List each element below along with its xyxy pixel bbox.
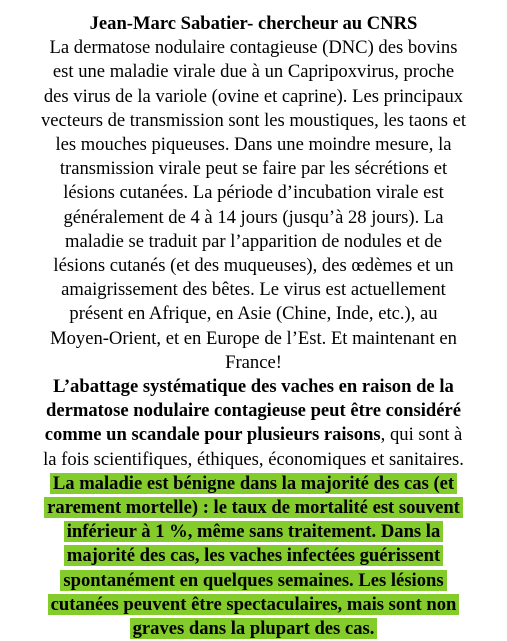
intro-paragraph [6, 36, 501, 375]
highlighted-line: inférieur à 1 %, même sans traitement. Dans la [64, 521, 444, 542]
article [6, 12, 501, 641]
text-line: la fois scientifiques, éthiques, économiques et sanitaires. [43, 448, 464, 470]
text-line: transmission virale peut se faire par les sécrétions et [59, 158, 448, 180]
text-line: lésions cutanés (et des muqueuses), des œdèmes et un [53, 255, 454, 277]
text-line: des virus de la variole (ovine et caprine). Les principaux [43, 85, 464, 107]
highlighted-line: cutanées peuvent être spectaculaires, mais sont non [48, 594, 460, 615]
text-line: vecteurs de transmission sont les moustiques, les taons et [40, 109, 466, 131]
text-line: lésions cutanées. La période d’incubation virale est [63, 182, 444, 204]
article-title: Jean-Marc Sabatier- chercheur au CNRS [89, 13, 418, 34]
highlight-row [6, 569, 501, 593]
highlight-row [6, 520, 501, 544]
highlight-row [6, 544, 501, 568]
text-line: présent en Afrique, en Asie (Chine, Inde, etc.), au [69, 303, 438, 325]
bold-line: dermatose nodulaire contagieuse peut être considéré [45, 400, 462, 422]
text-line: amaigrissement des bêtes. Le virus est actuellement [61, 279, 446, 301]
highlighted-line: majorité des cas, les vaches infectées guérissent [64, 545, 443, 566]
highlight-row [6, 472, 501, 496]
highlighted-line: La maladie est bénigne dans la majorité des cas (et [50, 473, 457, 494]
mixed-line [6, 423, 501, 447]
text-line: généralement de 4 à 14 jours (jusqu’à 28 jours). La [63, 206, 444, 228]
text-line: maladie se traduit par l’apparition de nodules et de [65, 230, 442, 252]
highlight-row [6, 593, 501, 617]
text-line: est une maladie virale due à un Capripoxvirus, proche [52, 61, 455, 83]
highlighted-paragraph [6, 472, 501, 641]
bold-line: L’abattage systématique des vaches en raison de la [53, 376, 454, 398]
text-line: La dermatose nodulaire contagieuse (DNC) des bovins [49, 37, 458, 59]
normal-fragment: , qui sont à [380, 424, 463, 446]
bold-fragment: comme un scandale pour plusieurs raisons [44, 424, 381, 446]
text-line: les mouches piqueuses. Dans une moindre mesure, la [55, 134, 452, 156]
highlighted-line: graves dans la plupart des cas. [130, 618, 378, 639]
highlight-row [6, 617, 501, 641]
abattage-paragraph [6, 375, 501, 472]
text-line: France! [225, 351, 282, 373]
highlighted-line: spontanément en quelques semaines. Les lésions [60, 570, 446, 591]
text-line: Moyen-Orient, et en Europe de l’Est. Et maintenant en [50, 327, 457, 349]
highlighted-line: rarement mortelle) : le taux de mortalité est souvent [44, 497, 463, 518]
highlight-row [6, 496, 501, 520]
